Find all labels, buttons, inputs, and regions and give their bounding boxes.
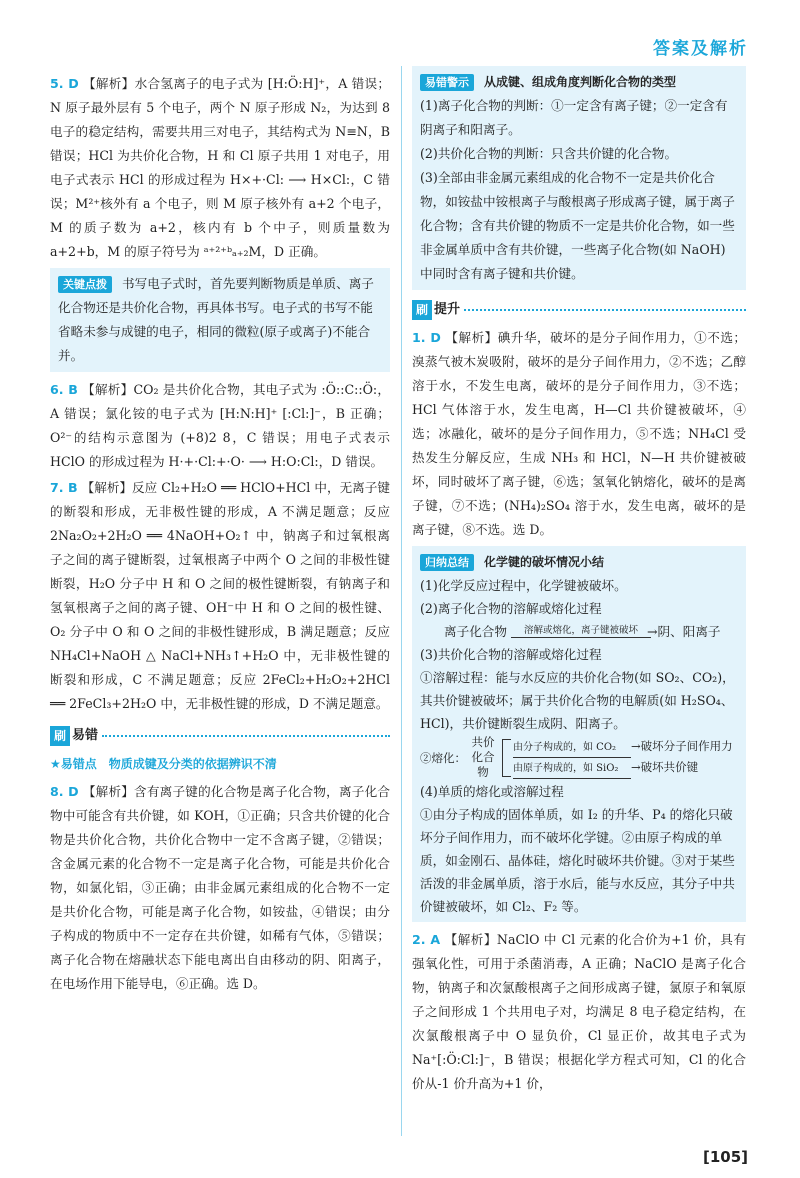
answer-7 [50,476,390,716]
answer-6 [50,378,390,474]
section-error-prone [50,724,390,748]
summary-box [412,546,746,922]
left-column [50,72,390,998]
answer-2 [412,928,746,1096]
warning-line: (3)全部由非金属元素组成的化合物不一定是共价化合物，如铵盐中铵根离子与酸根离子形成离子键，属于离子化合物；含有共价键的物质不一定是共价化合物，如一些非金属单质中含有共价键，一些离子化合物(如 NaOH)中同时含有离子键和共价键。 [420,170,735,281]
error-point-title: ★易错点 物质成键及分类的依据辨识不清 [50,757,277,771]
answer-text: 【解析】NaClO 中 Cl 元素的化合价为+1 价，具有强氧化性，可用于杀菌消毒，A 正确；NaClO 是离子化合物，钠离子和次氯酸根离子之间形成离子键，氯原子和氧原子之间形成 1 个共用电子对，均满足 8 电子稳定结构，在次氯酸根离子中 O 显负价，Cl 显正价，故其电子式为 Na⁺[:Ö:Cl:]⁻，B 错误；根据化学方程式可知，Cl 的化合价从-1 价升高为+1 价， [412,932,746,1091]
brush-icon: 刷 [50,726,70,746]
branch-down-label: 由原子构成的，如 SiO₂ [513,760,631,779]
flow-from: 离子化合物 [444,624,507,639]
summary-line: (1)化学反应过程中，化学键被破坏。 [420,578,627,593]
answer-number: 8. D [50,784,79,799]
summary-line: (3)共价化合物的溶解或熔化过程 [420,647,602,662]
branch-up-result: 破坏分子间作用力 [640,738,733,753]
answer-text: 【解析】CO₂ 是共价化合物，其电子式为 :Ö::C::Ö:，A 错误；氯化铵的电子式为 [H:N:H]⁺ [:Cl:]⁻，B 正确；O²⁻的结构示意图为 (+8)2 8，C 错误；用电子式表示 HClO 的形成过程为 H·+·Cl:+·O· ⟶ H:O:Cl:，D 错误。 [50,382,390,469]
key-tip-tag: 关键点拨 [58,276,112,293]
melt-branches [513,737,733,779]
answer-8 [50,780,390,996]
summary-tag: 归纳总结 [420,554,474,571]
answer-text: 【解析】水合氢离子的电子式为 [H:Ö:H]⁺，A 错误；N 原子最外层有 5 个电子，两个 N 原子形成 N₂，为达到 8 电子的稳定结构，需要共用三对电子，其结构式为 N≡N，B 错误；HCl 为共价化合物，H 和 Cl 原子共用 1 对电子，用电子式表示 HCl 的形成过程为 H×+·Cl: ⟶ H×Cl:，C 错误；M²⁺核外有 a 个电子，则 M 原子核外有 a+2 个电子，M 的质子数为 a+2，核内有 b 个中子，则质量数为 a+2+b，M 的原子符号为 ᵃ⁺²⁺ᵇₐ₊₂M，D 正确。 [50,76,390,259]
answer-number: 6. B [50,382,78,397]
arrow-head-icon: → [646,624,658,639]
branch-bracket [502,739,511,777]
answer-number: 7. B [50,480,78,495]
header-title: 答案及解析 [653,39,748,59]
section-improve [412,298,746,322]
answer-text: 【解析】反应 Cl₂+H₂O ══ HClO+HCl 中，无离子键的断裂和形成，无非极性键的形成，A 不满足题意；反应 2Na₂O₂+2H₂O ══ 4NaOH+O₂↑ 中，钠离子和过氧根离子之间的离子键断裂，过氧根离子中两个 O 之间的非极性键断裂，H₂O 分子中 H 和 O 之间的极性键断裂，有钠离子和氢氧根离子之间的离子键、OH⁻中 H 和 O 之间的极性键、O₂ 分子中 O 和 O 之间的非极性键形成，B 满足题意；反应 NH₄Cl+NaOH △ NaCl+NH₃↑+H₂O 中，无非极性键的断裂和形成，C 不满足题意；反应 2FeCl₂+H₂O₂+2HCl ══ 2FeCl₃+2H₂O 中，无非极性键的形成，D 不满足题意。 [50,480,391,711]
flow-to: 阴、阳离子 [657,624,721,639]
answer-text: 【解析】碘升华，破坏的是分子间作用力，①不选；溴蒸气被木炭吸附，破坏的是分子间作用力，②不选；乙醇溶于水，不发生电离，破坏的是分子间作用力，③不选；HCl 气体溶于水，发生电离，H—Cl 共价键被破坏，④选；冰融化，破坏的是分子间作用力，⑤不选；NH₄Cl 受热发生分解反应，生成 NH₃ 和 HCl，N—H 共价键被破坏，同时破坏了离子键，⑥选；氢氧化钠熔化，破坏的是离子键，⑦不选；(NH₄)₂SO₄ 溶于水，发生电离，破坏的是离子键，⑧不选。选 D。 [412,330,747,537]
right-column [412,62,746,1098]
melt-mid: 共价化合物 [471,735,495,779]
answer-1 [412,326,746,542]
warning-line: (1)离子化合物的判断：①一定含有离子键；②一定含有阴离子和阳离子。 [420,98,728,137]
summary-line: ①由分子构成的固体单质，如 I₂ 的升华、P₄ 的熔化只破坏分子间作用力，而不破坏化学键。②由原子构成的单质，如金刚石、晶体硅，熔化时破坏共价键。③对于某些活泼的非金属单质，溶于水后，能与水反应，其分子中共价键被破坏，如 Cl₂、F₂ 等。 [420,807,735,914]
summary-line: ①溶解过程：能与水反应的共价化合物(如 SO₂、CO₂)，其共价键被破坏；属于共价化合物的电解质(如 H₂SO₄、HCl)，共价键断裂生成阴、阳离子。 [420,670,735,731]
branch-down: 由原子构成的，如 SiO₂ →破坏共价键 [513,758,733,779]
warning-box [412,66,746,290]
column-divider [401,66,402,1136]
brush-icon: 刷 [412,300,432,320]
branch-up: 由分子构成的，如 CO₂ →破坏分子间作用力 [513,737,733,758]
flow-arrow [511,625,651,638]
answer-number: 1. D [412,330,441,345]
answer-text: 【解析】含有离子键的化合物是离子化合物，离子化合物中可能含有共价键，如 KOH，①正确；只含共价键的化合物是共价化合物，共价化合物中一定不含离子键，②错误；含金属元素的化合物不一定是离子化合物，可能是共价化合物，如氯化铝，③正确；由非金属元素组成的化合物不一定是共价化合物，可能是离子化合物，如铵盐，④错误；由分子构成的物质中不一定存在共价键，如稀有气体，⑤错误；离子化合物在熔融状态下能电离出自由移动的阴、阳离子，在电场作用下能导电，⑥正确。选 D。 [50,784,390,991]
summary-title: 化学键的破坏情况小结 [484,555,605,569]
melt-label: ②熔化： [420,750,466,765]
covalent-melt-diagram [420,735,738,780]
section-dotted-line [464,309,746,311]
section-label: 易错 [72,728,99,743]
ionic-flow [420,620,738,643]
branch-up-label: 由分子构成的，如 CO₂ [513,739,631,758]
answer-number: 5. D [50,76,79,91]
section-dotted-line [102,735,390,737]
key-tip-box [50,268,390,372]
answer-5 [50,72,390,264]
summary-line: (2)离子化合物的溶解或熔化过程 [420,601,602,616]
branch-down-result: 破坏共价键 [640,759,699,774]
key-tip-text: 书写电子式时，首先要判断物质是单质、离子化合物还是共价化合物，再具体书写。电子式的书写不能省略未参与成键的电子，相同的微粒(原子或离子)不能合并。 [58,276,374,363]
warning-tag: 易错警示 [420,74,474,91]
warning-title: 从成键、组成角度判断化合物的类型 [484,75,677,89]
section-label: 提升 [434,302,461,317]
page-number-value: 105 [709,1148,742,1166]
summary-line: (4)单质的熔化或溶解过程 [420,784,564,799]
answer-number: 2. A [412,932,441,947]
warning-line: (2)共价化合物的判断：只含共价键的化合物。 [420,146,678,161]
page-number: [105] [702,1148,748,1166]
flow-arrow-label: 溶解或熔化，离子键被破坏 [523,625,638,636]
